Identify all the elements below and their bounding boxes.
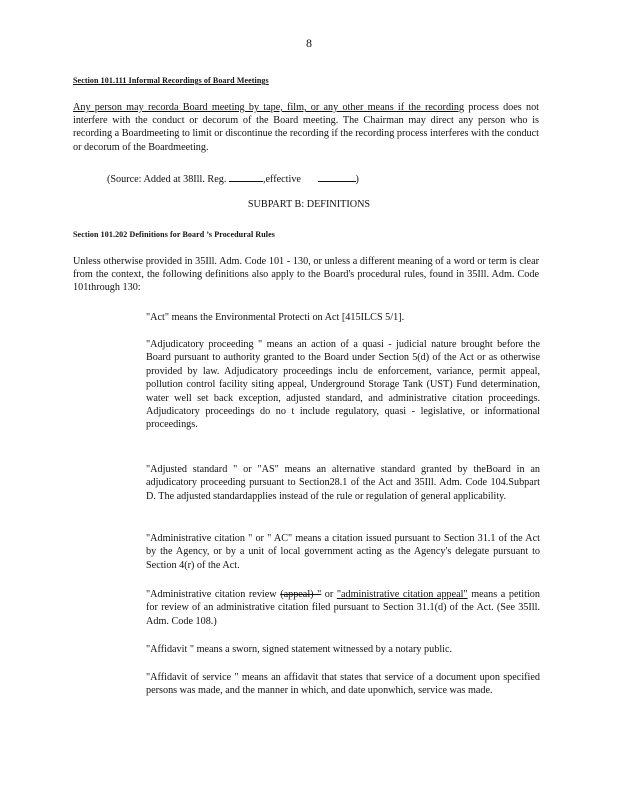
- definition-administrative-citation-review: [146, 588, 540, 628]
- struck-appeal-text: (appeal) ": [280, 589, 322, 600]
- review-prefix: "Administrative citation review: [146, 589, 281, 600]
- definition-affidavit: "Affidavit " means a sworn, signed statement witnessed by a notary public.: [146, 644, 453, 655]
- source-suffix: ): [355, 174, 359, 185]
- review-rest: means a petition for review of an administrative citation filed pursuant to Section 31.1(d) of the Act. (See 35Ill. Adm. Code 108.): [146, 589, 540, 627]
- review-or: or: [321, 589, 337, 600]
- section-101-202-heading: Section 101.202 Definitions for Board ’s Procedural Rules: [73, 230, 275, 239]
- page-number: 8: [306, 36, 312, 50]
- definition-affidavit-of-service: "Affidavit of service " means an affidavit that states that service of a document upon specified persons was made, and the manner in which, and date uponwhich, service was made.: [146, 672, 540, 697]
- source-note: [107, 172, 359, 185]
- inserted-appeal-text: "administrative citation appeal": [336, 589, 468, 600]
- definition-administrative-citation: "Administrative citation " or " AC" means a citation issued pursuant to Section 31.1 of the Act by the Agency, or by a unit of local government acting as the Agency's delegate pursuant to Section 4(r) of the Act.: [146, 533, 540, 571]
- recording-sentence-rest: process does not interfere with the conduct or decorum of the Board meeting. The Chairman may direct any person who is recording a Boardmeeting to limit or discontinue the recording if the recording process interferes with the conduct or decorum of the Boardmeeting.: [73, 102, 540, 153]
- subpart-heading: SUBPART B: DEFINITIONS: [247, 199, 371, 210]
- effective-blank: [318, 172, 356, 182]
- section-101-111-heading: Section 101.111 Informal Recordings of Board Meetings: [73, 76, 269, 85]
- definition-act: "Act" means the Environmental Protecti on Act [415ILCS 5/1].: [146, 312, 405, 323]
- definition-adjusted-standard: "Adjusted standard " or "AS" means an alternative standard granted by theBoard in an adjudicatory proceeding pursuant to Section28.1 of the Act and 35Ill. Adm. Code 104.Subpart D. The adjusted standardapplies instead of the rule or regulation of general applicability.: [146, 464, 540, 502]
- section-101-111-body: [73, 101, 539, 154]
- recording-sentence-underlined: Any person may recorda Board meeting by tape, film, or any other means if the recording: [73, 102, 465, 113]
- reg-blank: [229, 172, 263, 182]
- source-effective: ,effective: [262, 174, 301, 185]
- section-101-202-intro: Unless otherwise provided in 35Ill. Adm. Code 101 - 130, or unless a different meaning of a word or term is clear from the context, the following definitions also apply to the Board's procedural rules, found in 35Ill. Adm. Code 101through 130:: [73, 256, 539, 294]
- definition-adjudicatory-proceeding: "Adjudicatory proceeding " means an action of a quasi - judicial nature brought before the Board pursuant to authority granted to the Board under Section 5(d) of the Act or as otherwise provided by law. Adjudicatory proceedings inclu de enforcement, variance, permit appeal, pollution control facility siting appeal, Underground Storage Tank (UST) Fund determination, water well set back exception, adjusted standard, and administrative citation proceedings. Adjudicatory proceedings do no t include regulatory, quasi - legislative, or informational proceedings.: [146, 339, 540, 431]
- source-prefix: (Source: Added at 38Ill. Reg.: [107, 174, 227, 185]
